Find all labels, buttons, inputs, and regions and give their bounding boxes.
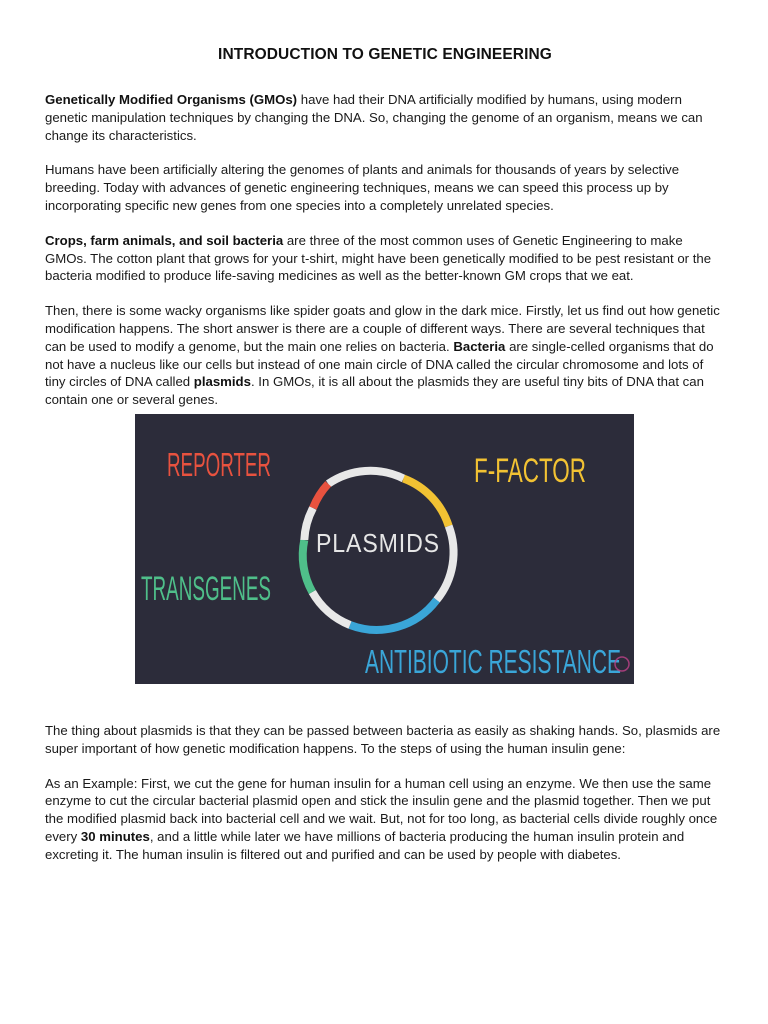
page-title: INTRODUCTION TO GENETIC ENGINEERING xyxy=(218,46,552,63)
document-page xyxy=(45,46,725,426)
label-antibiotic-resistance: ANTIBIOTIC RESISTANCE xyxy=(365,643,621,680)
plasmids-figure xyxy=(135,414,634,684)
label-f-factor: F-FACTOR xyxy=(474,452,586,490)
bold-bacteria: Bacteria xyxy=(453,338,506,354)
paragraph-crops: Crops, farm animals, and soil bacteria are three of the most common uses of Genetic Engineering to make GMOs. The cotton plant that grows for your t-shirt, might have been genetically modified to be pest resistant or the bacteria modified to produce life-saving medicines as well as the better-known GM crops that we eat. xyxy=(45,232,712,284)
label-plasmids: PLASMIDS xyxy=(316,528,440,558)
bold-plasmids: plasmids xyxy=(193,374,251,390)
bold-gmos: Genetically Modified Organisms (GMOs) xyxy=(45,92,298,107)
bold-30-minutes: 30 minutes xyxy=(80,828,150,844)
label-reporter: REPORTER xyxy=(167,446,271,483)
lower-text xyxy=(45,722,725,881)
paragraph-selective-breeding: Humans have been artificially altering the genomes of plants and animals for thousands of years by selective breeding. Today with advances of genetic engineering techniques, means we can speed this process up by incorporating specific new genes from one species into a completely unrelated species. xyxy=(45,162,680,213)
plasmids-diagram xyxy=(135,414,634,684)
paragraph-bacteria: Then, there is some wacky organisms like spider goats and glow in the dark mice. Firstly, let us find out how genetic modification happens. The short answer is there are a couple of different ways. There are several techniques that can be used to modify a genome, but the main one relies on bacteria. Bacteria are single-celled organisms that do not have a nucleus like our cells but instead of one main circle of DNA called the circular chromosome and lots of tiny circles of DNA called plasmids. In GMOs, it is all about the plasmids they are useful tiny bits of DNA that can contain one or several genes. xyxy=(45,303,720,408)
paragraph-insulin-example: As an Example: First, we cut the gene for human insulin for a human cell using an enzyme. We then use the same enzyme to cut the circular bacterial plasmid open and stick the insulin gene and the plasmid together. Then we put the modified plasmid back into bacterial cell and we wait. But, not for too long, as bacterial cells divide roughly once every 30 minutes, and a little while later we have millions of bacteria producing the human insulin protein and excreting it. The human insulin is filtered out and purified and can be used by people with diabetes. xyxy=(45,775,718,862)
bold-crops: Crops, farm animals, and soil bacteria xyxy=(45,232,284,248)
paragraph-shaking-hands: The thing about plasmids is that they can be passed between bacteria as easily as shaking hands. So, plasmids are super important of how genetic modification happens. To the steps of using the human insulin gene: xyxy=(45,723,721,756)
paragraph-gmos: Genetically Modified Organisms (GMOs) have had their DNA artificially modified by humans, using modern genetic manipulation techniques by changing the DNA. So, changing the genome of an organism, means we can change its characteristics. xyxy=(45,92,703,143)
label-transgenes: TRANSGENES xyxy=(141,570,271,608)
